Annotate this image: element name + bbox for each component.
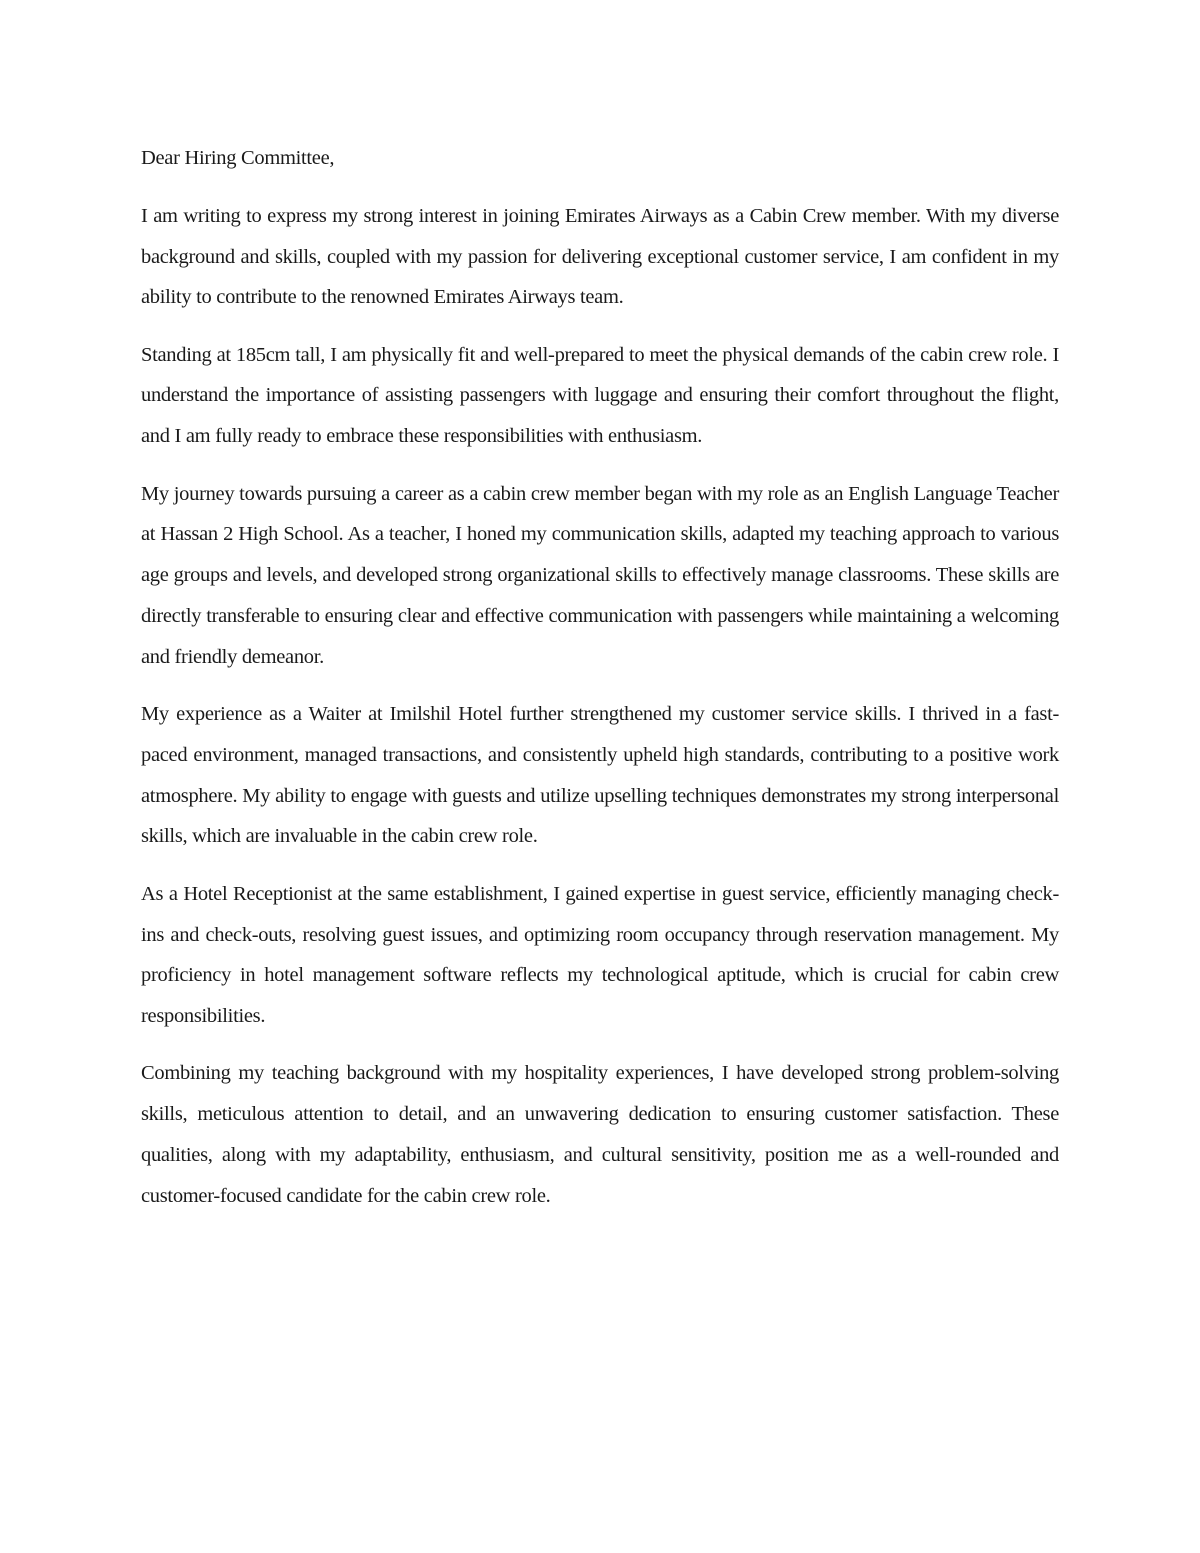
paragraph-summary: Combining my teaching background with my hospitality experiences, I have developed strong problem-solving skills, meticulous attention to detail, and an unwavering dedication to ensuring customer satisfaction. These qualities, along with my adaptability, enthusiasm, and cultural sensitivity, position me as a well-rounded and customer-focused candidate for the cabin crew role. (141, 1062, 1059, 1207)
paragraph-receptionist-experience: As a Hotel Receptionist at the same establishment, I gained expertise in guest service, efficiently managing check-ins and check-outs, resolving guest issues, and optimizing room occupancy through reservation management. My proficiency in hotel management software reflects my technological aptitude, which is crucial for cabin crew responsibilities. (141, 882, 1059, 1028)
paragraph-physical-fitness: Standing at 185cm tall, I am physically fit and well-prepared to meet the physical demands of the cabin crew role. I understand the importance of assisting passengers with luggage and ensuring their comfort throughout the flight, and I am fully ready to embrace these responsibilities with enthusiasm. (141, 343, 1059, 448)
salutation: Dear Hiring Committee, (141, 147, 335, 169)
paragraph-waiter-experience: My experience as a Waiter at Imilshil Hotel further strengthened my customer service skills. I thrived in a fast-paced environment, managed transactions, and consistently upheld high standards, contributing to a positive work atmosphere. My ability to engage with guests and utilize upselling techniques demonstrates my strong interpersonal skills, which are invaluable in the cabin crew role. (141, 703, 1059, 848)
paragraph-introduction: I am writing to express my strong interest in joining Emirates Airways as a Cabin Crew member. With my diverse background and skills, coupled with my passion for delivering exceptional customer service, I am confident in my ability to contribute to the renowned Emirates Airways team. (141, 204, 1059, 309)
letter-body (141, 138, 1059, 1233)
paragraph-teaching-experience: My journey towards pursuing a career as a cabin crew member began with my role as an English Language Teacher at Hassan 2 High School. As a teacher, I honed my communication skills, adapted my teaching approach to various age groups and levels, and developed strong organizational skills to effectively manage classrooms. These skills are directly transferable to ensuring clear and effective communication with passengers while maintaining a welcoming and friendly demeanor. (141, 482, 1059, 668)
